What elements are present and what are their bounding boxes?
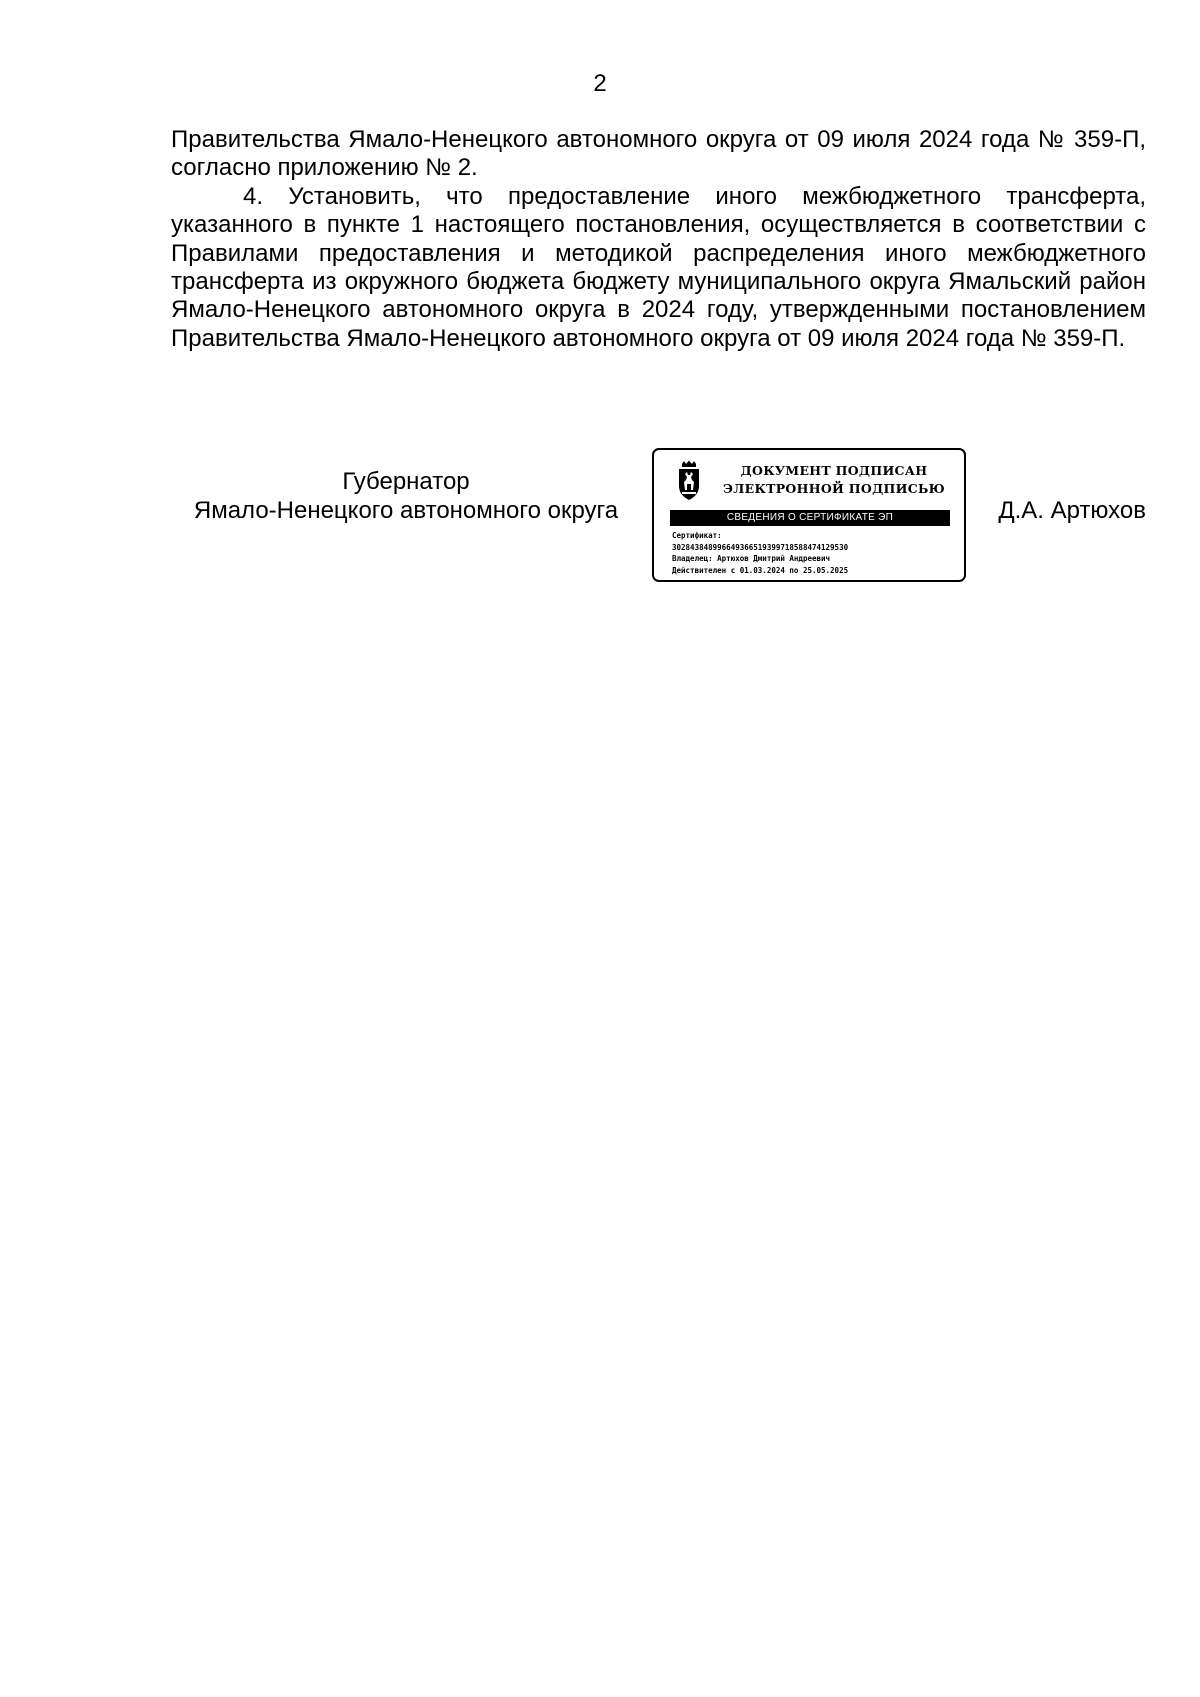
stamp-title-line2: ЭЛЕКТРОННОЙ ПОДПИСЬЮ: [723, 481, 945, 496]
signatory-title-line2: Ямало-Ненецкого автономного округа: [193, 497, 619, 524]
document-body: [171, 126, 1146, 353]
yanao-coat-of-arms-icon: [674, 460, 704, 502]
certificate-details: [672, 530, 957, 576]
signatory-name: Д.А. Артюхов: [998, 497, 1146, 524]
certificate-label: Сертификат:: [672, 531, 722, 540]
paragraph-item-4: 4. Установить, что предоставление иного межбюджетного трансферта, указанного в пункте 1 настоящего постановления, осуществляется в соответствии с Правилами предоставления и методикой распределения иного межбюджетного трансферта из окружного бюджета бюджету муниципального округа Ямальский район Ямало-Ненецкого автономного округа в 2024 году, утвержденными постановлением Правительства Ямало-Ненецкого автономного округа от 09 июля 2024 года № 359-П.: [171, 182, 1146, 352]
signatory-position: [171, 467, 641, 525]
paragraph-continuation: Правительства Ямало-Ненецкого автономного округа от 09 июля 2024 года № 359-П, согласно приложению № 2.: [171, 126, 1146, 182]
stamp-title: [714, 462, 954, 498]
page-number: 2: [593, 70, 607, 97]
certificate-info-bar: СВЕДЕНИЯ О СЕРТИФИКАТЕ ЭП: [670, 510, 950, 526]
stamp-title-line1: ДОКУМЕНТ ПОДПИСАН: [740, 463, 928, 478]
certificate-number: 302843848996649366519399718588474129530: [672, 542, 849, 552]
signatory-title-line1: Губернатор: [342, 468, 470, 495]
electronic-signature-stamp: [652, 448, 966, 582]
certificate-validity: Действителен с 01.03.2024 по 25.05.2025: [672, 565, 849, 575]
certificate-owner: Владелец: Артюхов Дмитрий Андреевич: [672, 554, 831, 563]
